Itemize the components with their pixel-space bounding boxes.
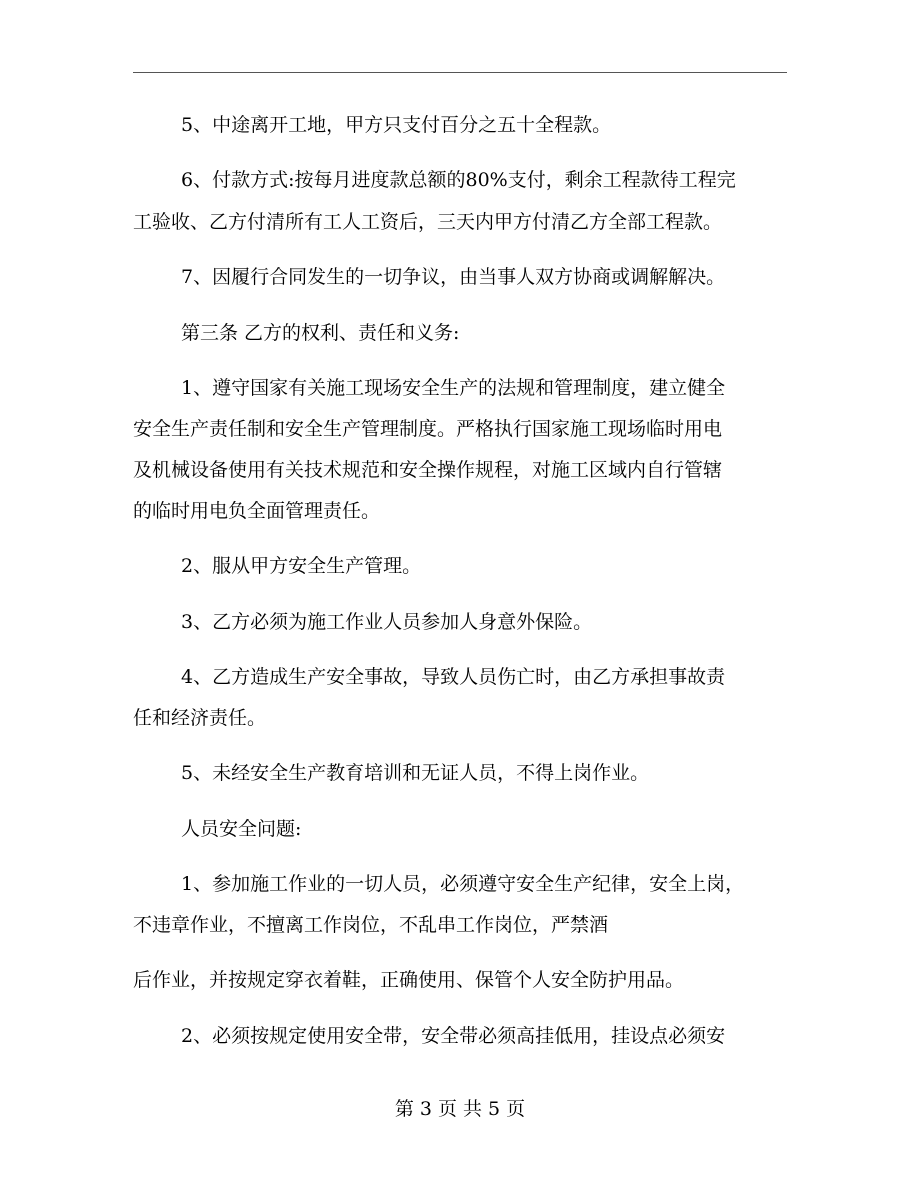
paragraph-line: 2、服从甲方安全生产管理。 xyxy=(181,555,422,577)
paragraph-line: 不违章作业，不擅离工作岗位，不乱串工作岗位，严禁酒 xyxy=(133,914,609,936)
section-heading: 第三条 乙方的权利、责任和义务: xyxy=(181,322,460,344)
paragraph-line: 工验收、乙方付清所有工人工资后，三天内甲方付清乙方全部工程款。 xyxy=(133,211,723,233)
page-footer: 第 3 页 共 5 页 xyxy=(394,1098,526,1120)
paragraph-line: 2、必须按规定使用安全带，安全带必须高挂低用，挂设点必须安 xyxy=(181,1025,726,1047)
header-rule xyxy=(133,72,787,73)
paragraph-line: 1、参加施工作业的一切人员，必须遵守安全生产纪律，安全上岗， xyxy=(181,873,745,895)
paragraph-line: 1、遵守国家有关施工现场安全生产的法规和管理制度，建立健全 xyxy=(181,377,726,399)
paragraph-line: 5、中途离开工地，甲方只支付百分之五十全程款。 xyxy=(181,114,612,136)
section-heading: 人员安全问题: xyxy=(181,818,302,840)
paragraph-line: 6、付款方式:按每月进度款总额的80%支付，剩余工程款待工程完 xyxy=(181,169,736,191)
paragraph-line: 后作业，并按规定穿衣着鞋，正确使用、保管个人安全防护用品。 xyxy=(133,969,685,991)
paragraph-line: 4、乙方造成生产安全事故，导致人员伤亡时，由乙方承担事故责 xyxy=(181,666,726,688)
paragraph-line: 3、乙方必须为施工作业人员参加人身意外保险。 xyxy=(181,611,593,633)
paragraph-line: 5、未经安全生产教育培训和无证人员，不得上岗作业。 xyxy=(181,762,650,784)
paragraph-line: 的临时用电负全面管理责任。 xyxy=(133,500,381,522)
paragraph-line: 任和经济责任。 xyxy=(133,707,267,729)
paragraph-line: 7、因履行合同发生的一切争议，由当事人双方协商或调解解决。 xyxy=(181,266,726,288)
paragraph-line: 安全生产责任制和安全生产管理制度。严格执行国家施工现场临时用电 xyxy=(133,418,723,440)
paragraph-line: 及机械设备使用有关技术规范和安全操作规程，对施工区域内自行管辖 xyxy=(133,459,723,481)
